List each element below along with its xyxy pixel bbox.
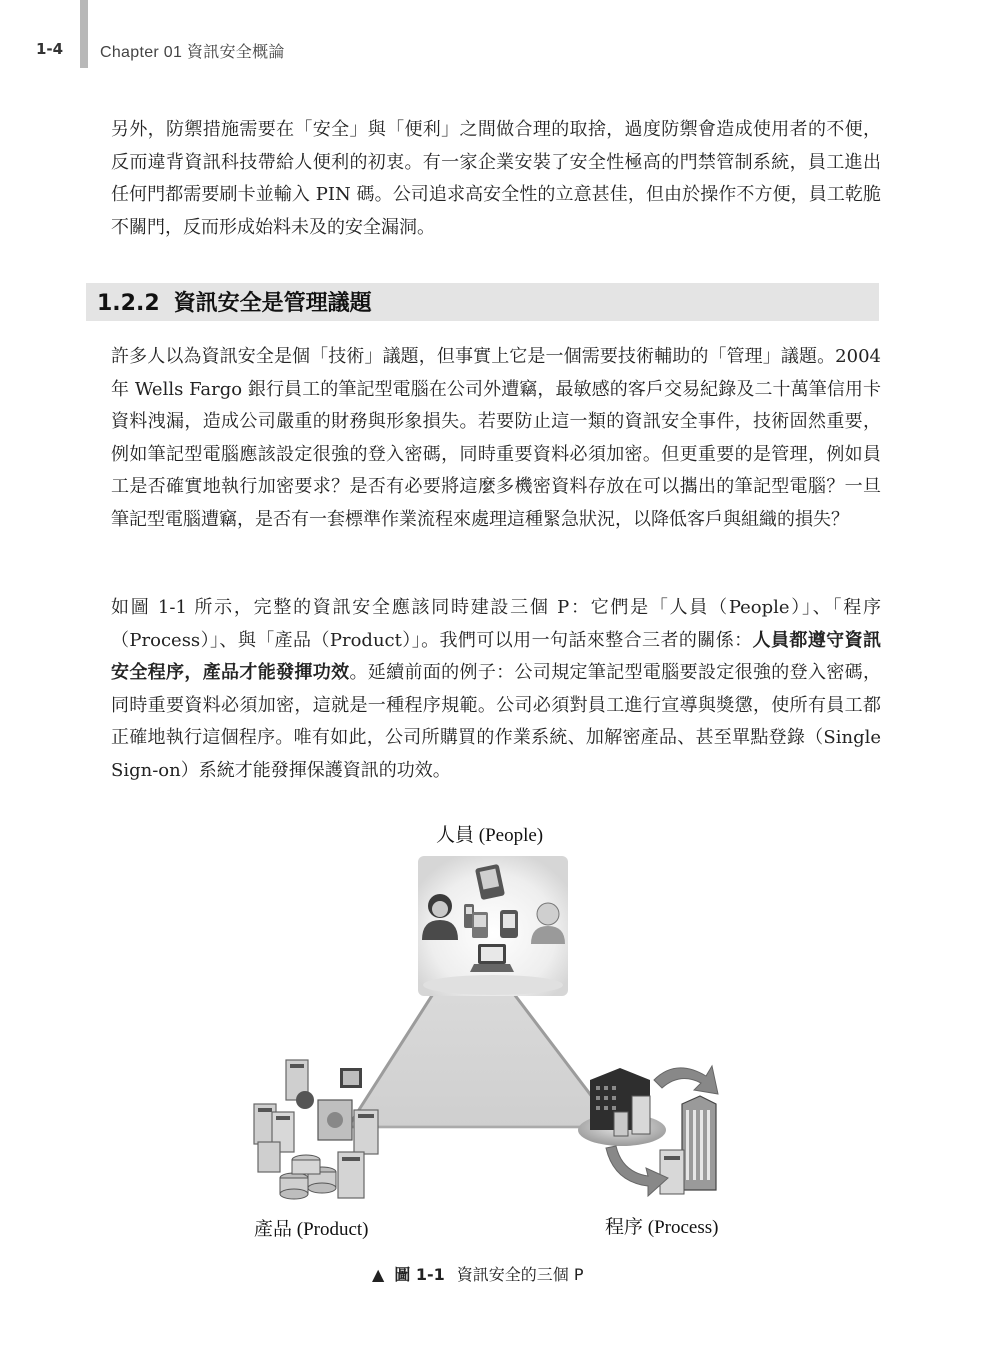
paragraph-2-start: 如圖 1-1 所示，完整的資訊安全應該同時建設三個 P：它們是「人員（People）」、「程序（Process）」、與「產品（Product）」。我們可以用一句話來整合三者的關係：: [111, 597, 881, 651]
paragraph-2-end: 。延續前面的例子：公司規定筆記型電腦要設定很強的登入密碼，同時重要資料必須加密，這就是一種程序規範。公司必須對員工進行宣導與獎懲，使所有員工都正確地執行這個程序。唯有如此，公司所購買的作業系統、加解密產品、甚至單點登錄（Single Sign-on）系統才能發揮保護資訊的功效。: [111, 662, 882, 781]
body-paragraph-1: 許多人以為資訊安全是個「技術」議題，但事實上它是一個需要技術輔助的「管理」議題。2004 年 Wells Fargo 銀行員工的筆記型電腦在公司外遭竊，最敏感的客戶交易紀錄及二十萬筆信用卡資料洩漏，造成公司嚴重的財務與形象損失。若要防止這一類的資訊安全事件，技術固然重要，例如筆記型電腦應該設定很強的登入密碼，同時重要資料必須加密。但更重要的是管理，例如員工是否確實地執行加密要求？是否有必要將這麼多機密資料存放在可以攜出的筆記型電腦？一旦筆記型電腦遭竊，是否有一套標準作業流程來處理這種緊急狀況，以降低客戶與組織的損失？: [111, 346, 881, 530]
caption-marker-icon: ▲: [372, 1265, 385, 1284]
pda-icon: [472, 912, 488, 938]
section-number: 1.2.2: [97, 291, 160, 316]
intro-paragraph: 另外，防禦措施需要在「安全」與「便利」之間做合理的取捨，過度防禦會造成使用者的不便，反而違背資訊科技帶給人便利的初衷。有一家企業安裝了安全性極高的門禁管制系統，員工進出任何門都需要刷卡並輸入 PIN 碼。公司追求高安全性的立意甚佳，但由於操作不方便，員工乾脆不關門，反而形成始料未及的安全漏洞。: [111, 119, 881, 238]
caption-text: 資訊安全的三個 P: [456, 1265, 584, 1284]
label-product: 產品 (Product): [254, 1219, 369, 1240]
building-icon: [660, 1096, 716, 1194]
page-number: 1-4: [36, 40, 64, 58]
paragraph-2-emphasis: 人員都遵守資訊安全程序，產品才能發揮功效: [111, 629, 882, 683]
database-icon: [280, 1155, 336, 1199]
section-title-text: 資訊安全是管理議題: [173, 291, 372, 316]
label-process: 程序 (Process): [605, 1217, 719, 1238]
building-icon: [590, 1068, 650, 1136]
chapter-title: Chapter 01 資訊安全概論: [100, 44, 285, 61]
figure-caption: [372, 1262, 584, 1285]
pda-icon: [500, 910, 518, 938]
caption-figure-number: 圖 1-1: [394, 1265, 445, 1284]
label-people: 人員 (People): [436, 825, 544, 846]
